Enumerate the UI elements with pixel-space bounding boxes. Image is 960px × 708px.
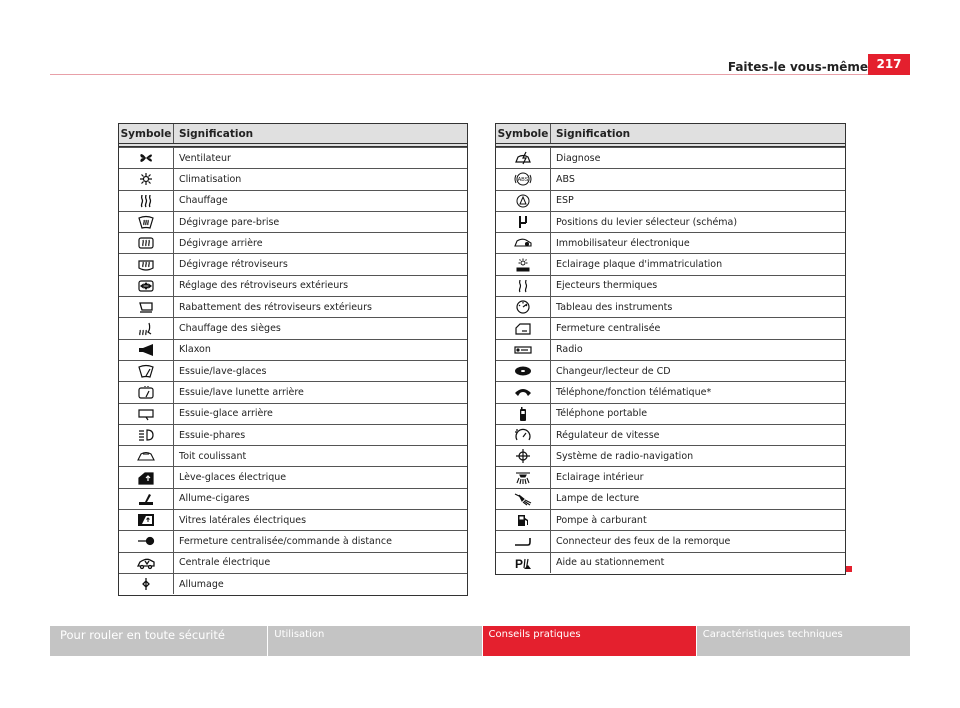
end-of-section-marker <box>846 566 852 572</box>
ignition-icon <box>137 577 155 591</box>
table-row <box>119 211 467 232</box>
meaning-cell: Radio <box>556 344 583 356</box>
headlight-washer-icon <box>137 428 155 442</box>
symbol-cell <box>119 382 174 402</box>
table-row <box>119 552 467 573</box>
meaning-cell: Vitres latérales électriques <box>179 514 307 526</box>
table-row <box>119 488 467 509</box>
meaning-cell: Fermeture centralisée/commande à distance <box>179 535 392 547</box>
meaning-cell: Essuie/lave lunette arrière <box>179 386 304 398</box>
diagnosis-icon <box>514 151 532 165</box>
tab-technical-specs[interactable]: Caractéristiques techniques <box>697 626 910 656</box>
symbol-cell <box>119 340 174 360</box>
symbol-cell <box>119 361 174 381</box>
gear-selector-icon <box>514 215 532 229</box>
page-number: 217 <box>868 54 910 75</box>
symbol-cell <box>119 191 174 211</box>
symbol-cell <box>119 446 174 466</box>
meaning-cell: Eclairage intérieur <box>556 472 644 484</box>
column-header-meaning: Signification <box>556 127 631 140</box>
symbol-cell <box>119 467 174 487</box>
mobile-phone-icon <box>514 407 532 421</box>
symbol-cell <box>119 169 174 189</box>
meaning-cell: Chauffage des sièges <box>179 323 281 335</box>
symbol-cell <box>496 404 551 424</box>
symbol-cell <box>119 553 174 573</box>
meaning-cell: Allume-cigares <box>179 493 250 505</box>
symbol-cell <box>119 489 174 509</box>
power-window-icon <box>137 471 155 485</box>
column-header-symbol: Symbole <box>119 124 174 143</box>
symbol-cell <box>496 361 551 381</box>
seat-heating-icon <box>137 322 155 336</box>
meaning-cell: Eclairage plaque d'immatriculation <box>556 259 723 271</box>
symbol-cell <box>496 212 551 232</box>
table-row <box>496 339 845 360</box>
symbol-cell <box>496 531 551 551</box>
symbol-cell <box>119 574 174 594</box>
meaning-cell: Aide au stationnement <box>556 557 665 569</box>
table-row <box>496 211 845 232</box>
meaning-cell: Essuie-phares <box>179 429 246 441</box>
symbol-cell <box>496 489 551 509</box>
thermal-jets-icon <box>514 279 532 293</box>
meaning-cell: Téléphone portable <box>556 408 648 420</box>
meaning-cell: Dégivrage rétroviseurs <box>179 259 288 271</box>
rear-defrost-icon <box>137 236 155 250</box>
table-row <box>496 168 845 189</box>
symbol-cell <box>119 297 174 317</box>
table-row <box>496 509 845 530</box>
symbol-cell <box>119 233 174 253</box>
symbol-cell <box>496 191 551 211</box>
table-row <box>496 445 845 466</box>
fan-icon <box>137 151 155 165</box>
meaning-cell: Régulateur de vitesse <box>556 429 660 441</box>
remote-key-icon <box>137 534 155 548</box>
meaning-cell: Réglage des rétroviseurs extérieurs <box>179 280 349 292</box>
meaning-cell: Climatisation <box>179 173 242 185</box>
symbol-cell <box>496 553 551 573</box>
cd-changer-icon <box>514 364 532 378</box>
meaning-cell: ABS <box>556 173 575 185</box>
immobilizer-icon <box>514 236 532 250</box>
table-row <box>119 424 467 445</box>
symbol-cell <box>119 531 174 551</box>
navigation-icon <box>514 449 532 463</box>
page-title: Faites-le vous-même <box>727 60 868 74</box>
symbol-cell <box>496 318 551 338</box>
sunroof-icon <box>137 449 155 463</box>
rear-wiper-washer-icon <box>137 385 155 399</box>
table-row <box>496 147 845 168</box>
table-row <box>496 296 845 317</box>
symbol-cell <box>119 212 174 232</box>
symbol-cell <box>496 297 551 317</box>
meaning-cell: Dégivrage pare-brise <box>179 216 280 228</box>
table-row <box>496 317 845 338</box>
side-window-icon <box>137 513 155 527</box>
rear-wiper-icon <box>137 407 155 421</box>
snowflake-icon <box>137 172 155 186</box>
symbol-cell <box>119 318 174 338</box>
symbol-table-right <box>495 123 846 575</box>
table-row <box>119 275 467 296</box>
table-row <box>119 360 467 381</box>
symbol-cell <box>496 446 551 466</box>
meaning-cell: Téléphone/fonction télématique* <box>556 386 712 398</box>
symbol-cell <box>119 148 174 168</box>
heating-icon <box>137 194 155 208</box>
table-row <box>119 466 467 487</box>
table-header <box>496 124 845 147</box>
table-row <box>119 509 467 530</box>
mirror-fold-icon <box>137 300 155 314</box>
symbol-cell <box>496 382 551 402</box>
symbol-cell <box>496 148 551 168</box>
header-rule <box>50 74 910 75</box>
meaning-cell: Essuie/lave-glaces <box>179 365 267 377</box>
wiper-washer-icon <box>137 364 155 378</box>
table-row <box>496 381 845 402</box>
meaning-cell: Immobilisateur électronique <box>556 237 690 249</box>
table-row <box>496 552 845 573</box>
table-row <box>119 381 467 402</box>
meaning-cell: Dégivrage arrière <box>179 237 263 249</box>
car-electric-icon <box>137 556 155 570</box>
tab-practical-tips[interactable]: Conseils pratiques <box>483 626 697 656</box>
table-row <box>119 445 467 466</box>
plate-light-icon <box>514 258 532 272</box>
cigarette-lighter-icon <box>137 492 155 506</box>
column-header-symbol: Symbole <box>496 124 551 143</box>
mirror-adjust-icon <box>137 279 155 293</box>
section-navigation <box>50 626 910 656</box>
meaning-cell: Tableau des instruments <box>556 301 673 313</box>
symbol-cell <box>496 276 551 296</box>
abs-icon <box>514 172 532 186</box>
symbol-cell <box>119 510 174 530</box>
meaning-cell: Allumage <box>179 578 224 590</box>
meaning-cell: Lève-glaces électrique <box>179 472 287 484</box>
meaning-cell: Diagnose <box>556 152 601 164</box>
meaning-cell: Centrale électrique <box>179 557 271 569</box>
table-row <box>119 317 467 338</box>
interior-light-icon <box>514 471 532 485</box>
table-row <box>119 232 467 253</box>
meaning-cell: Klaxon <box>179 344 211 356</box>
meaning-cell: Ventilateur <box>179 152 231 164</box>
symbol-cell <box>496 254 551 274</box>
symbol-cell <box>496 467 551 487</box>
phone-icon <box>514 385 532 399</box>
meaning-cell: Ejecteurs thermiques <box>556 280 658 292</box>
fuel-pump-icon <box>514 513 532 527</box>
symbol-cell <box>496 510 551 530</box>
table-row <box>496 190 845 211</box>
tab-safety[interactable]: Pour rouler en toute sécurité <box>50 626 268 656</box>
symbol-cell <box>496 340 551 360</box>
meaning-cell: Chauffage <box>179 195 228 207</box>
instrument-cluster-icon <box>514 300 532 314</box>
table-row <box>496 424 845 445</box>
tab-usage[interactable]: Utilisation <box>268 626 482 656</box>
radio-icon <box>514 343 532 357</box>
table-row <box>496 466 845 487</box>
table-row <box>496 403 845 424</box>
table-row <box>119 403 467 424</box>
meaning-cell: Positions du levier sélecteur (schéma) <box>556 216 738 228</box>
meaning-cell: Essuie-glace arrière <box>179 408 273 420</box>
symbol-cell <box>496 233 551 253</box>
table-row <box>119 530 467 551</box>
meaning-cell: ESP <box>556 195 574 207</box>
central-locking-icon <box>514 322 532 336</box>
table-row <box>119 190 467 211</box>
meaning-cell: Changeur/lecteur de CD <box>556 365 671 377</box>
table-row <box>496 253 845 274</box>
table-row <box>496 530 845 551</box>
windshield-defrost-icon <box>137 215 155 229</box>
meaning-cell: Lampe de lecture <box>556 493 640 505</box>
table-row <box>119 296 467 317</box>
svg-text:ABS: ABS <box>517 177 529 184</box>
meaning-cell: Fermeture centralisée <box>556 323 661 335</box>
table-row <box>119 147 467 168</box>
symbol-table-left <box>118 123 468 596</box>
meaning-cell: Toit coulissant <box>179 450 247 462</box>
symbol-cell <box>496 425 551 445</box>
table-row <box>496 488 845 509</box>
trailer-connector-icon <box>514 534 532 548</box>
table-row <box>119 339 467 360</box>
meaning-cell: Rabattement des rétroviseurs extérieurs <box>179 301 372 313</box>
table-row <box>496 360 845 381</box>
table-row <box>496 232 845 253</box>
table-header <box>119 124 467 147</box>
svg-text:P: P <box>514 556 524 570</box>
column-header-meaning: Signification <box>179 127 254 140</box>
symbol-cell <box>119 254 174 274</box>
meaning-cell: Pompe à carburant <box>556 514 647 526</box>
reading-lamp-icon <box>514 492 532 506</box>
meaning-cell: Connecteur des feux de la remorque <box>556 535 731 547</box>
table-row <box>119 573 467 594</box>
cruise-control-icon <box>514 428 532 442</box>
mirror-defrost-icon <box>137 258 155 272</box>
horn-icon <box>137 343 155 357</box>
table-row <box>119 168 467 189</box>
symbol-cell <box>119 276 174 296</box>
symbol-cell <box>496 169 551 189</box>
esp-icon <box>514 194 532 208</box>
parking-aid-icon <box>514 556 532 570</box>
table-row <box>119 253 467 274</box>
meaning-cell: Système de radio-navigation <box>556 450 694 462</box>
symbol-cell <box>119 425 174 445</box>
symbol-cell <box>119 404 174 424</box>
table-row <box>496 275 845 296</box>
